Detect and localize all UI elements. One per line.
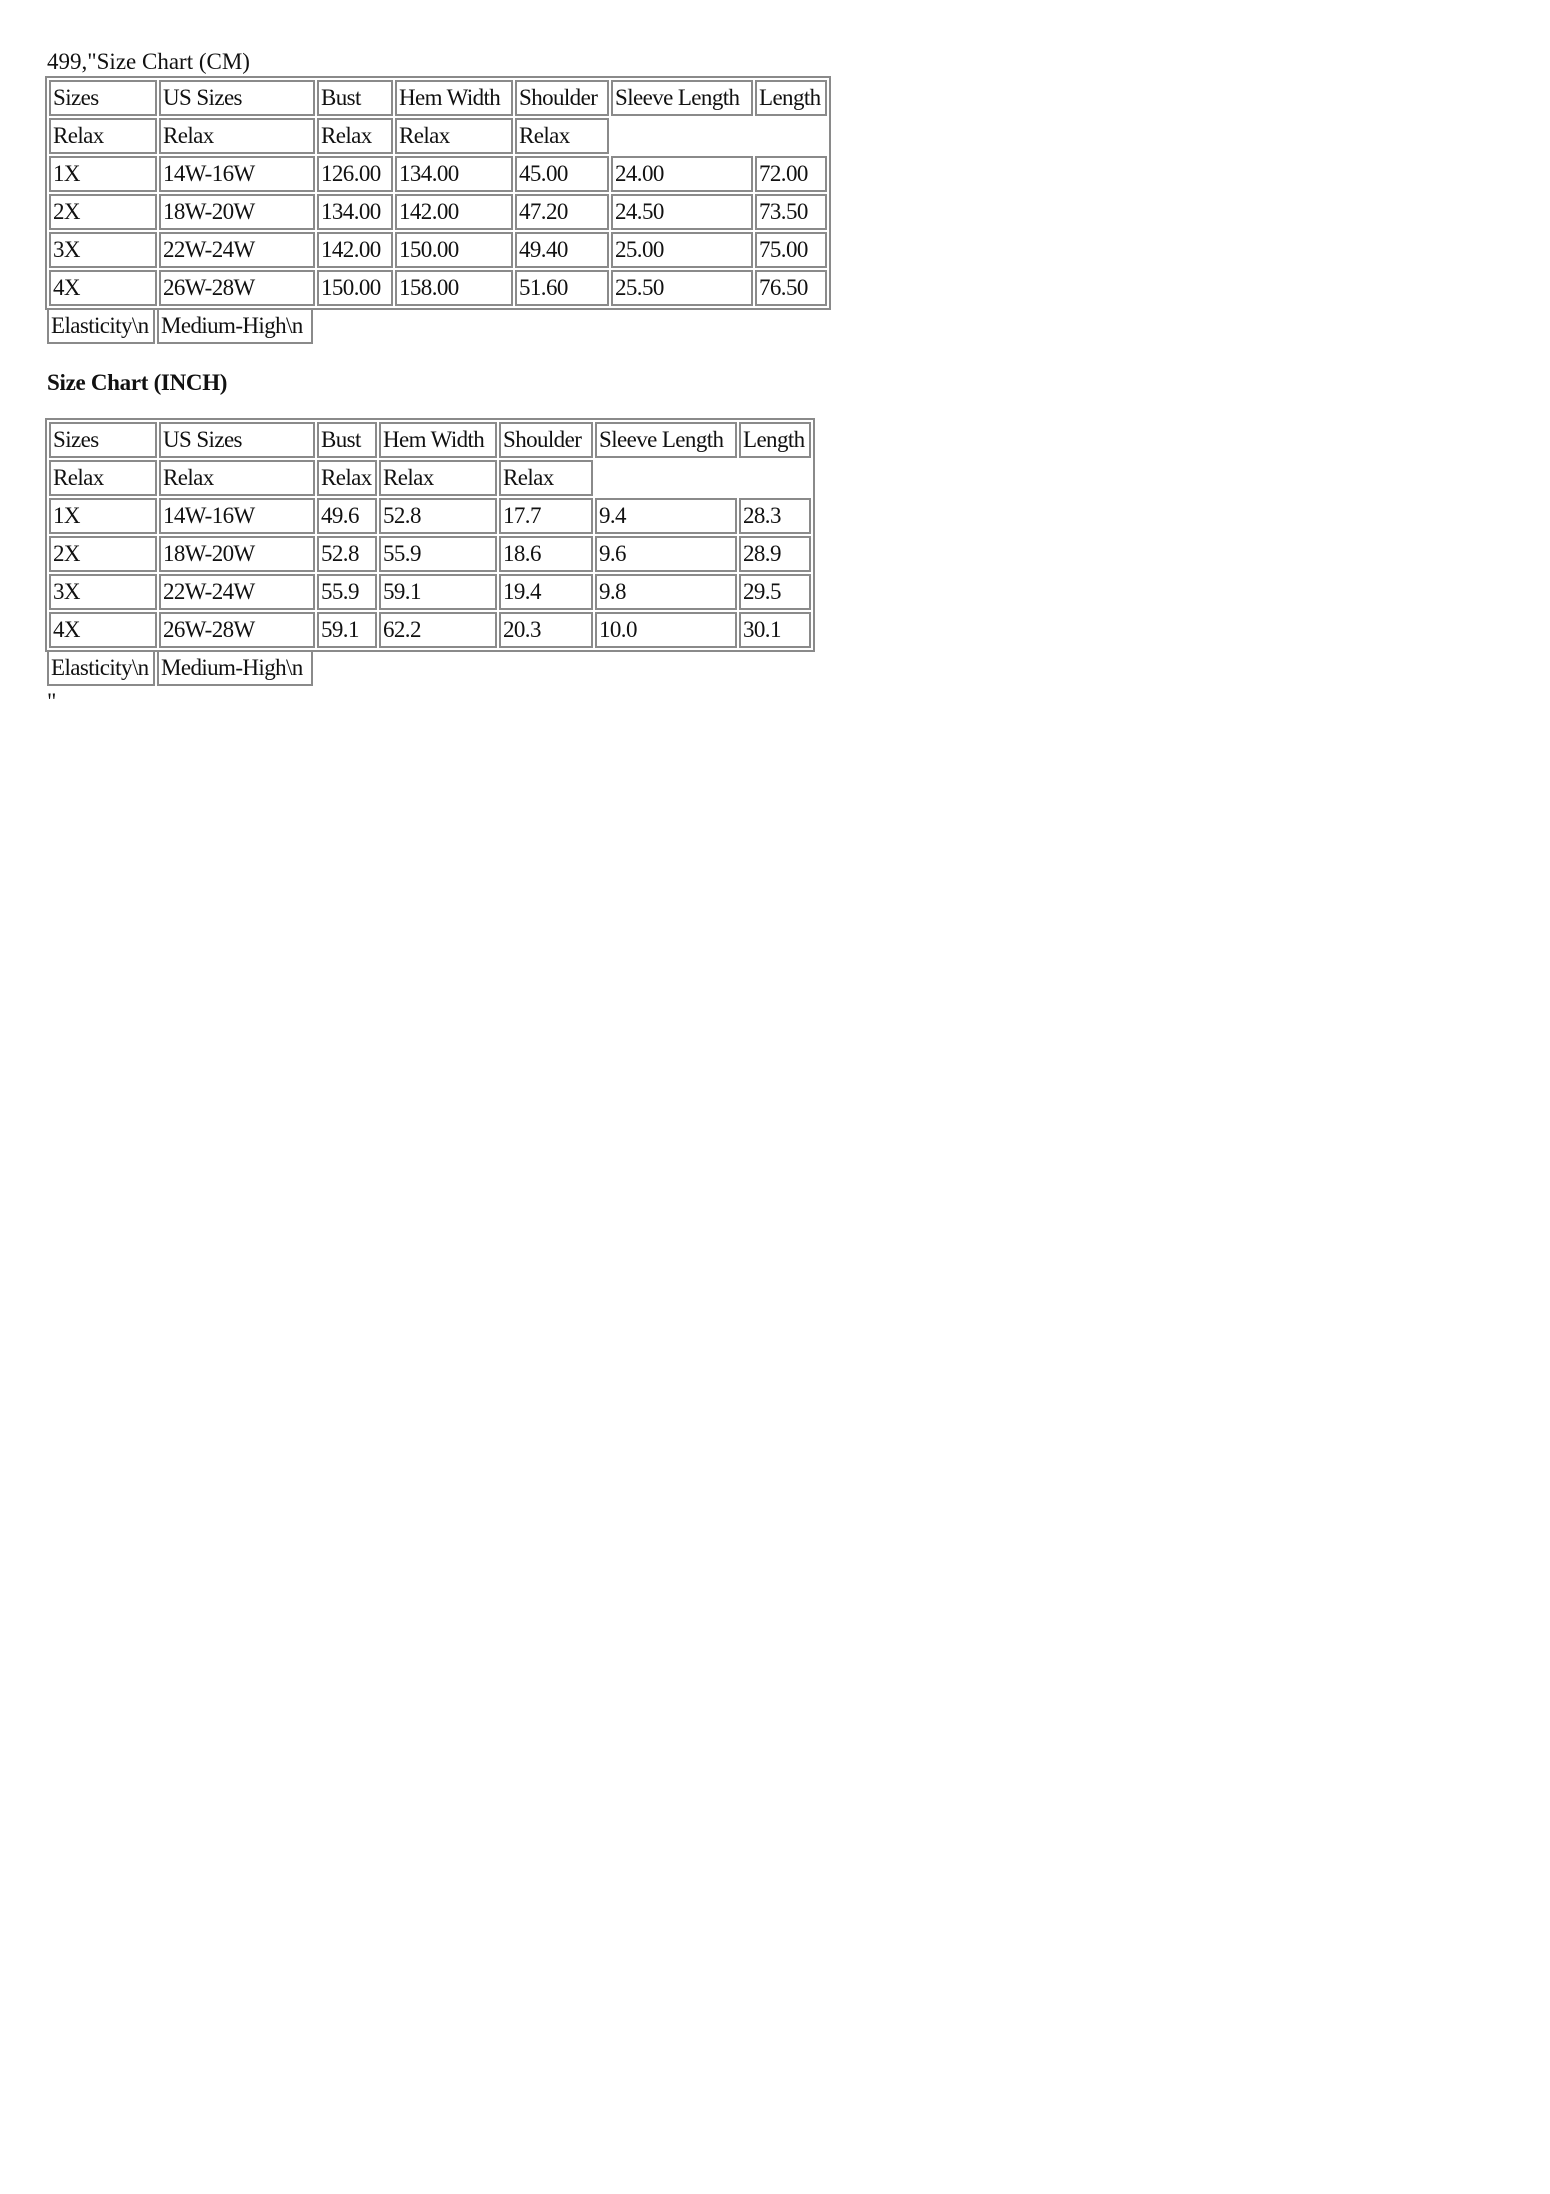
header-cell: Hem Width [379,422,497,458]
fit-cell: Relax [395,118,513,154]
empty-cell [611,118,753,154]
table-cell: 134.00 [317,194,393,230]
table-cell: 49.6 [317,498,377,534]
header-cell: US Sizes [159,422,315,458]
table-cell: 2X [49,194,157,230]
elasticity-row [47,650,313,686]
table-cell: 3X [49,232,157,268]
table-cell: 59.1 [379,574,497,610]
table-cell: 26W-28W [159,612,315,648]
table-cell: 73.50 [755,194,827,230]
table-cell: 126.00 [317,156,393,192]
table-row [49,498,811,534]
header-cell: Sizes [49,422,157,458]
table-cell: 9.6 [595,536,737,572]
table-cell: 26W-28W [159,270,315,306]
table-cell: 4X [49,270,157,306]
table-row [49,194,827,230]
table-cell: 22W-24W [159,232,315,268]
table-cell: 14W-16W [159,498,315,534]
table-cell: 28.9 [739,536,811,572]
fit-cell: Relax [317,460,377,496]
empty-cell [595,460,737,496]
empty-cell [739,460,811,496]
table-cell: 51.60 [515,270,609,306]
table-cell: 55.9 [317,574,377,610]
cm-elasticity-row [45,306,315,346]
table-cell: 22W-24W [159,574,315,610]
table-cell: 29.5 [739,574,811,610]
table-cell: 62.2 [379,612,497,648]
table-cell: 75.00 [755,232,827,268]
table-cell: 47.20 [515,194,609,230]
fit-cell: Relax [515,118,609,154]
table-cell: 52.8 [317,536,377,572]
table-cell: 17.7 [499,498,593,534]
table-cell: 1X [49,498,157,534]
empty-cell [755,118,827,154]
fit-cell: Relax [159,118,315,154]
table-cell: 142.00 [395,194,513,230]
table-cell: 45.00 [515,156,609,192]
table-cell: 10.0 [595,612,737,648]
table-row [49,232,827,268]
table-cell: 3X [49,574,157,610]
table-cell: 158.00 [395,270,513,306]
header-cell: Sleeve Length [595,422,737,458]
elasticity-label: Elasticity\n [47,308,155,344]
elasticity-row [47,308,313,344]
table-cell: 150.00 [395,232,513,268]
table-row [49,612,811,648]
fit-cell: Relax [379,460,497,496]
table-cell: 1X [49,156,157,192]
header-cell: Length [755,80,827,116]
table-cell: 134.00 [395,156,513,192]
header-cell: Shoulder [515,80,609,116]
header-cell: Shoulder [499,422,593,458]
table-cell: 142.00 [317,232,393,268]
fit-row [49,460,811,496]
elasticity-label: Elasticity\n [47,650,155,686]
elasticity-value: Medium-High\n [157,650,313,686]
table-cell: 24.00 [611,156,753,192]
header-cell: Bust [317,422,377,458]
table-cell: 18W-20W [159,536,315,572]
header-cell: US Sizes [159,80,315,116]
table-cell: 55.9 [379,536,497,572]
table-row [49,574,811,610]
table-cell: 150.00 [317,270,393,306]
fit-cell: Relax [317,118,393,154]
table-cell: 52.8 [379,498,497,534]
table-cell: 9.4 [595,498,737,534]
table-row [49,156,827,192]
table-cell: 25.00 [611,232,753,268]
table-cell: 9.8 [595,574,737,610]
table-row [49,536,811,572]
table-cell: 30.1 [739,612,811,648]
table-cell: 49.40 [515,232,609,268]
table-cell: 20.3 [499,612,593,648]
fit-cell: Relax [499,460,593,496]
header-row [49,422,811,458]
table-row [49,270,827,306]
header-cell: Hem Width [395,80,513,116]
intro-line: 499,"Size Chart (CM) [47,49,250,74]
fit-cell: Relax [49,118,157,154]
table-cell: 18W-20W [159,194,315,230]
header-cell: Sleeve Length [611,80,753,116]
elasticity-value: Medium-High\n [157,308,313,344]
table-cell: 18.6 [499,536,593,572]
fit-row [49,118,827,154]
table-cell: 2X [49,536,157,572]
header-cell: Sizes [49,80,157,116]
inch-elasticity-row [45,648,315,688]
closing-quote: " [47,689,57,714]
table-cell: 72.00 [755,156,827,192]
header-cell: Bust [317,80,393,116]
header-row [49,80,827,116]
table-cell: 14W-16W [159,156,315,192]
document-page [47,48,831,716]
size-chart-inch-table [45,418,815,652]
table-cell: 24.50 [611,194,753,230]
table-cell: 76.50 [755,270,827,306]
size-chart-cm-table [45,76,831,310]
table-cell: 19.4 [499,574,593,610]
table-cell: 4X [49,612,157,648]
fit-cell: Relax [49,460,157,496]
inch-chart-heading: Size Chart (INCH) [47,370,228,395]
table-cell: 28.3 [739,498,811,534]
header-cell: Length [739,422,811,458]
fit-cell: Relax [159,460,315,496]
table-cell: 59.1 [317,612,377,648]
table-cell: 25.50 [611,270,753,306]
